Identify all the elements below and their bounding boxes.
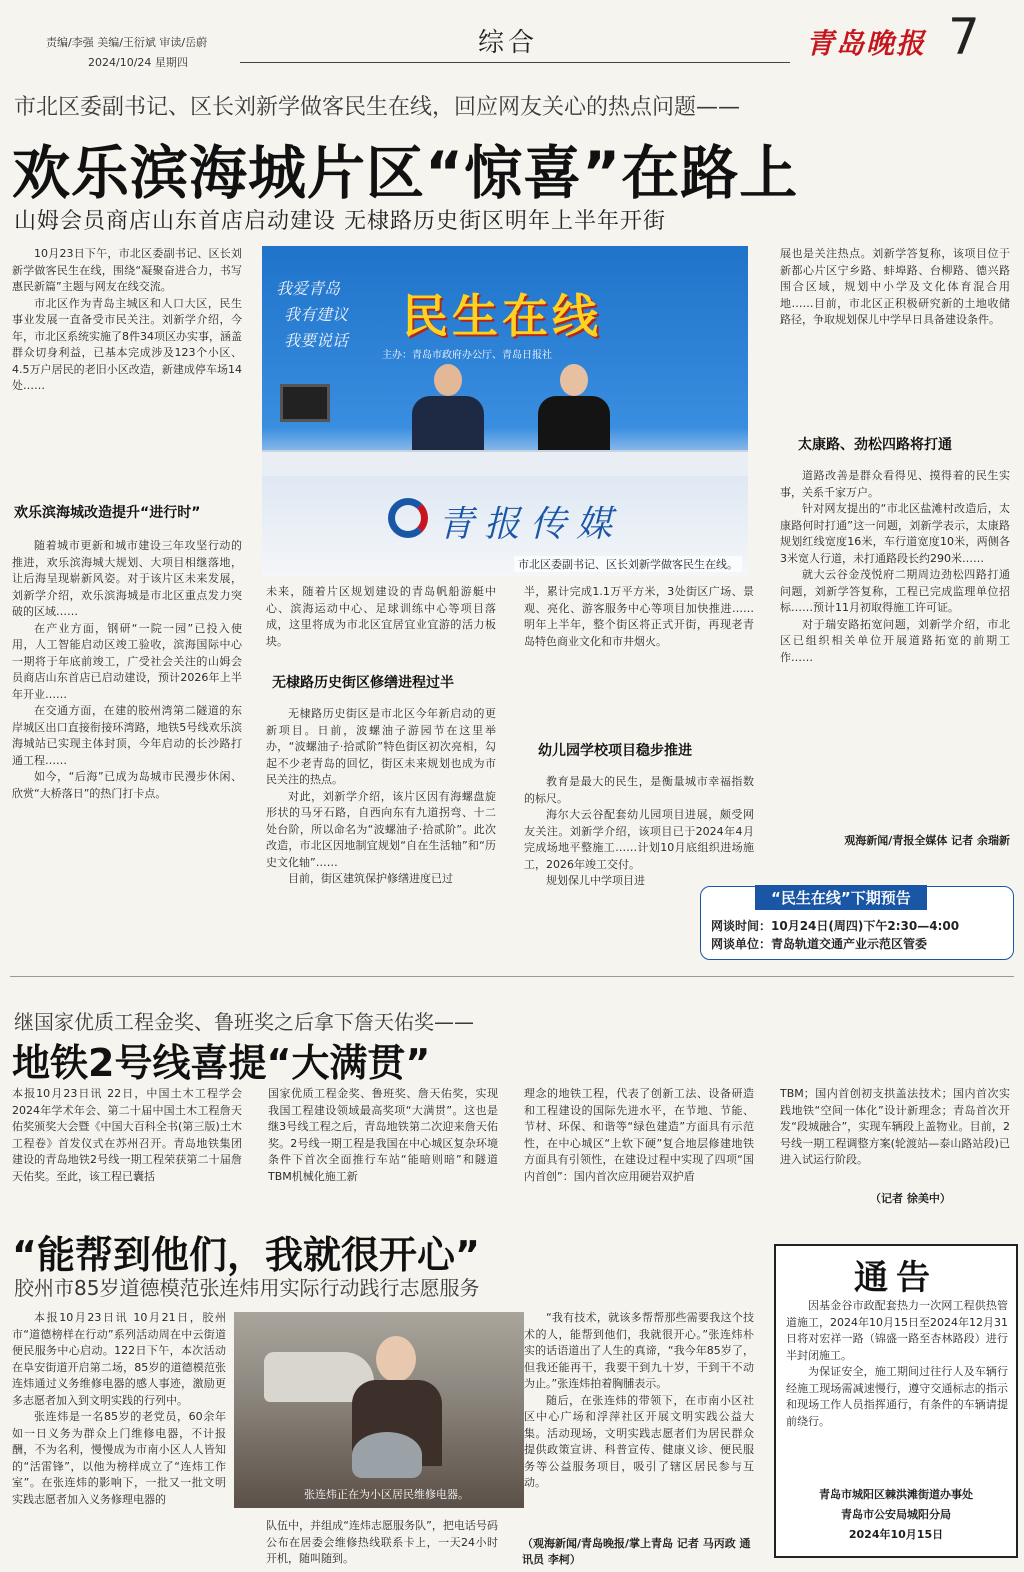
lead-paragraph: 就大云谷金茂悦府二期周边劲松四路打通问题，刘新学答复称，工程已完成监理单位招标……预计11月初取得施工许可证。 [780, 568, 1010, 614]
preview-unit: 网谈单位：青岛轨道交通产业示范区管委 [711, 937, 928, 951]
volunteer-paragraph: 本报10月23日讯 10月21日，胶州市“道德榜样在行动”系列活动周在中云街道便民服务中心启动。122日下午，本次活动在阜安街道开启第二场，85岁的道德模范张连炜通过义务维修电器的感人事迹，激励更多志愿者加入到文明实践的行列中。 [12, 1311, 226, 1407]
lead-subhead-4: 太康路、劲松四路将打通 [798, 437, 952, 453]
volunteer-paragraph: 张连炜是一名85岁的老党员，60余年如一日义务为群众上门维修电器，不计报酬，不为名利，慢慢成为市南小区人人皆知的“活雷锋”，以他为榜样成立了“连炜工作室”。在张连炜的影响下，一批又一批文明实践志愿者加入义务修理电器的 [12, 1410, 226, 1506]
notice-paragraph: 为保证安全，施工期间过往行人及车辆行经施工现场需减速慢行，遵守交通标志的指示和现场工作人员指挥通行，有条件的车辆请提前绕行。 [786, 1365, 1008, 1428]
masthead-rule [240, 62, 790, 63]
lead-subhead-3: 幼儿园学校项目稳步推进 [538, 743, 692, 759]
volunteer-subheadline: 胶州市85岁道德模范张连炜用实际行动践行志愿服务 [14, 1276, 480, 1300]
lead-paragraph: 10月23日下午，市北区委副书记、区长刘新学做客民生在线，围绕“凝聚奋进合力，书写惠民新篇”主题与网友在线交流。 [12, 247, 242, 293]
metro-col-1: 本报10月23日讯 22日，中国土木工程学会2024年学术年会、第二十届中国土木工程詹天佑奖颁奖大会暨《中国大百科全书(第三版)土木工程卷》首发仪式在苏州召开。青岛地铁集团建设的青岛地铁2号线一期工程荣获第二十届詹天佑奖。至此，该工程已囊括 [12, 1087, 242, 1183]
preview-box [700, 886, 1014, 960]
monitor-icon [280, 384, 330, 422]
volunteer-paragraph: “我有技术，就该多帮帮那些需要我这个技术的人，能帮到他们，我就很开心。”张连炜朴实的话语道出了人生的真谛，“我今年85岁了，但我还能再干，我要干到九十岁，干到干不动为止。”张连炜拍着胸脯表示。 [524, 1311, 754, 1390]
page-number: 7 [948, 8, 980, 66]
notice-box [774, 1244, 1018, 1558]
lead-paragraph: 半，累计完成1.1万平方米，3处街区广场、景观、亮化、游客服务中心等项目加快推进……明年上半年，整个街区将正式开街，再现老青岛特色商业文化和市井烟火。 [524, 585, 754, 648]
volunteer-col-1 [12, 1310, 226, 1572]
host-figure-right [538, 364, 610, 450]
metro-col-4: TBM；国内首创初支拱盖法技术；国内首次实践地铁“空间一体化”设计新理念；青岛首次开发“段城融合”，实现车辆段上盖物业。目前，2号线一期工程调整方案(轮渡站—泰山路站段)已进入试运行阶段。 [780, 1087, 1010, 1166]
photo-caption: 张连炜正在为小区居民维修电器。 [304, 1488, 469, 1501]
lead-kicker: 市北区委副书记、区长刘新学做客民生在线，回应网友关心的热点问题—— [14, 95, 741, 120]
metro-col-2: 国家优质工程金奖、鲁班奖、詹天佑奖，实现我国工程建设领域最高奖项“大满贯”。这也是继3号线工程之后，青岛地铁第二次迎来詹天佑奖。2号线一期工程是我国在中心城区复杂环境条件下首次全面推行车站“能暗则暗”和隧道TBM机械化施工新 [268, 1087, 498, 1183]
lead-col-3 [524, 584, 754, 724]
lead-paragraph: 道路改善是群众看得见、摸得着的民生实事，关系千家万户。 [780, 469, 1010, 499]
lead-col-2 [266, 584, 496, 668]
lead-photo [262, 246, 748, 576]
volunteer-paragraph: 随后，在张连炜的带领下，在市南小区社区中心广场和浮萍社区开展文明实践公益大集。活动现场，文明实践志愿者们为居民群众提供政策宣讲、科普宣传、健康义诊、便民服务等公益服务项目，吸引了辖区居民参与互动。 [524, 1393, 754, 1489]
lead-paragraph: 市北区作为青岛主城区和人口大区，民生事业发展一直备受市民关注。刘新学介绍，今年，市北区系统实施了8件34项区办实事，涵盖群众切身利益，已基本完成涉及123个小区、4.5万户居民的老旧小区改造，新建成停车场14处…… [12, 296, 242, 392]
volunteer-photo [234, 1312, 524, 1508]
notice-body [786, 1298, 1008, 1458]
volunteer-headline: “能帮到他们，我就很开心” [12, 1233, 480, 1277]
metro-byline: （记者 徐美中） [870, 1192, 951, 1205]
volunteer-col-3 [524, 1310, 754, 1542]
metro-headline: 地铁2号线喜提“大满贯” [12, 1041, 431, 1085]
preview-title: “民生在线”下期预告 [755, 885, 927, 910]
volunteer-byline: （观海新闻/青岛晚报/掌上青岛 记者 马丙政 通讯员 李柯） [522, 1537, 751, 1566]
lead-paragraph: 在产业方面，钢研“一院一园”已投入使用，人工智能启动区竣工验收，滨海国际中心一期将于年底前竣工，广受社会关注的山姆会员商店山东首店已启动建设，预计2026年上半年开业…… [12, 621, 242, 701]
lead-paragraph: 对于瑞安路拓宽问题，刘新学介绍，市北区已组织相关单位开展道路拓宽的前期工作…… [780, 617, 1010, 664]
photo-caption: 市北区委副书记、区长刘新学做客民生在线。 [514, 556, 742, 572]
lead-paragraph: 对此，刘新学介绍，该片区因有海螺盘旋形状的马牙石路，自西向东有九道拐弯、十二处台阶，所以命名为“波螺油子·拾贰阶”。此次改造，市北区因地制宜规划“自在生活轴”和“历史文化轴”…… [266, 789, 496, 869]
lead-subheadline: 山姆会员商店山东首店启动建设 无棣路历史街区明年上半年开街 [14, 209, 666, 234]
lead-col-1-lower [12, 538, 242, 966]
lead-paragraph: 未来，随着片区规划建设的青岛帆船游艇中心、滨海运动中心、足球训练中心等项目落成，这里将成为市北区宜居宜业宜游的活力板块。 [266, 585, 496, 648]
paper-name-logo: 青岛晚报 [806, 27, 927, 60]
metro-kicker: 继国家优质工程金奖、鲁班奖之后拿下詹天佑奖—— [14, 1010, 474, 1034]
banner-slogan [276, 276, 348, 354]
banner-slogan-line: 我有建议 [284, 305, 349, 324]
banner-slogan-line: 我要说话 [284, 331, 349, 350]
lead-paragraph: 针对网友提出的“市北区盐滩村改造后，太康路何时打通”这一问题，刘新学表示，太康路规划红线宽度16米，车行道宽度10米，两侧各3米宽人行道，未打通路段长约290米…… [780, 502, 1010, 565]
section-divider [10, 976, 1014, 977]
preview-time: 网谈时间：10月24日(周四)下午2:30—4:00 [711, 919, 960, 933]
lead-paragraph: 展也是关注热点。刘新学答复称，该项目位于新都心片区宁乡路、蚌埠路、台柳路、德兴路围合区域，规划中小学及文化体育混合用地……目前，市北区正积极研究新的土地收储路径，争取规划保儿中学早日具备建设条件。 [780, 247, 1010, 326]
lead-paragraph: 教育是最大的民生，是衡量城市幸福指数的标尺。 [524, 775, 754, 805]
banner-org: 主办：青岛市政府办公厅、青岛日报社 [382, 350, 552, 361]
banner-slogan-line: 我爱青岛 [276, 279, 341, 298]
lead-paragraph: 海尔大云谷配套幼儿园项目进展，颇受网友关注。刘新学介绍，该项目已于2024年4月完成场地平整施工……计划10月底组织进场施工，2026年竣工交付。 [524, 808, 754, 871]
masthead [0, 0, 1024, 78]
kettle-icon [352, 1432, 422, 1478]
metro-col-3: 理念的地铁工程，代表了创新工法、设备研造和工程建设的国际先进水平，在节地、节能、节材、环保、和谐等“绿色建造”方面具有示范性，在中心城区“上软下硬”复合地层修建地铁方面具有引领性，在建设过程中实现了四项“国内首创”：国内首次应用硬岩双护盾 [524, 1087, 754, 1183]
notice-date: 2024年10月15日 [848, 1528, 944, 1541]
banner-title: 民生在线 [402, 289, 602, 343]
lead-paragraph: 随着城市更新和城市建设三年攻坚行动的推进，欢乐滨海城大规划、大项目相继落地，让后海呈现崭新风姿。对于该片区未来发展，刘新学介绍，欢乐滨海城是市北区重点发力突破的区域…… [12, 539, 242, 618]
notice-signature-1: 青岛市城阳区棘洪滩街道办事处 [819, 1488, 973, 1501]
lead-paragraph: 无棣路历史街区是市北区今年新启动的更新项目。日前，波螺油子游园节在这里举办，“波螺油子·拾贰阶”特色街区初次亮相，勾起不少老青岛的回忆，街区未来规划也成为市民关注的热点。 [266, 707, 496, 786]
host-figure-left [412, 364, 484, 450]
lead-subhead-1: 欢乐滨海城改造提升“进行时” [14, 505, 201, 521]
lead-paragraph: 在交通方面，在建的胶州湾第二隧道的东岸城区出口直接衔接环湾路，地铁5号线欢乐滨海城站已实现主体封顶，今年启动的长沙路打通工程…… [12, 704, 242, 767]
issue-date: 2024/10/24 星期四 [88, 56, 188, 69]
lead-byline: 观海新闻/青报全媒体 记者 余瑞新 [844, 834, 1010, 847]
lead-paragraph: 规划保儿中学项目进 [546, 874, 645, 887]
lead-headline: 欢乐滨海城片区“惊喜”在路上 [12, 139, 799, 207]
section-title: 综合 [478, 28, 539, 58]
lead-col-2-lower [266, 706, 496, 966]
logo-mark-icon [388, 498, 428, 538]
notice-title: 通告 [854, 1258, 938, 1298]
volunteer-col-2: 队伍中，并组成“连炜志愿服务队”，把电话号码公布在居委会维修热线联系卡上，一天24小时开机，随叫随到。 [266, 1519, 498, 1565]
lead-subhead-2: 无棣路历史街区修缮进程过半 [272, 675, 454, 691]
lead-col-4-lower [780, 468, 1010, 830]
editors-line: 责编/李强 美编/王衍斌 审读/岳蔚 [46, 36, 208, 49]
notice-signature-2: 青岛市公安局城阳分局 [841, 1508, 951, 1521]
qingbao-logo: 青报传媒 [438, 504, 623, 545]
lead-paragraph: 目前，街区建筑保护修缮进度已过 [288, 872, 453, 885]
lead-paragraph: 如今，“后海”已成为岛城市民漫步休闲、欣赏“大桥落日”的热门打卡点。 [12, 770, 242, 800]
news-desk [262, 450, 748, 476]
notice-paragraph: 因基金谷市政配套热力一次网工程供热管道施工，2024年10月15日至2024年12月31日将对宏祥一路（锦盛一路至杏林路段）进行半封闭施工。 [786, 1299, 1008, 1362]
lead-col-4 [780, 246, 1010, 416]
